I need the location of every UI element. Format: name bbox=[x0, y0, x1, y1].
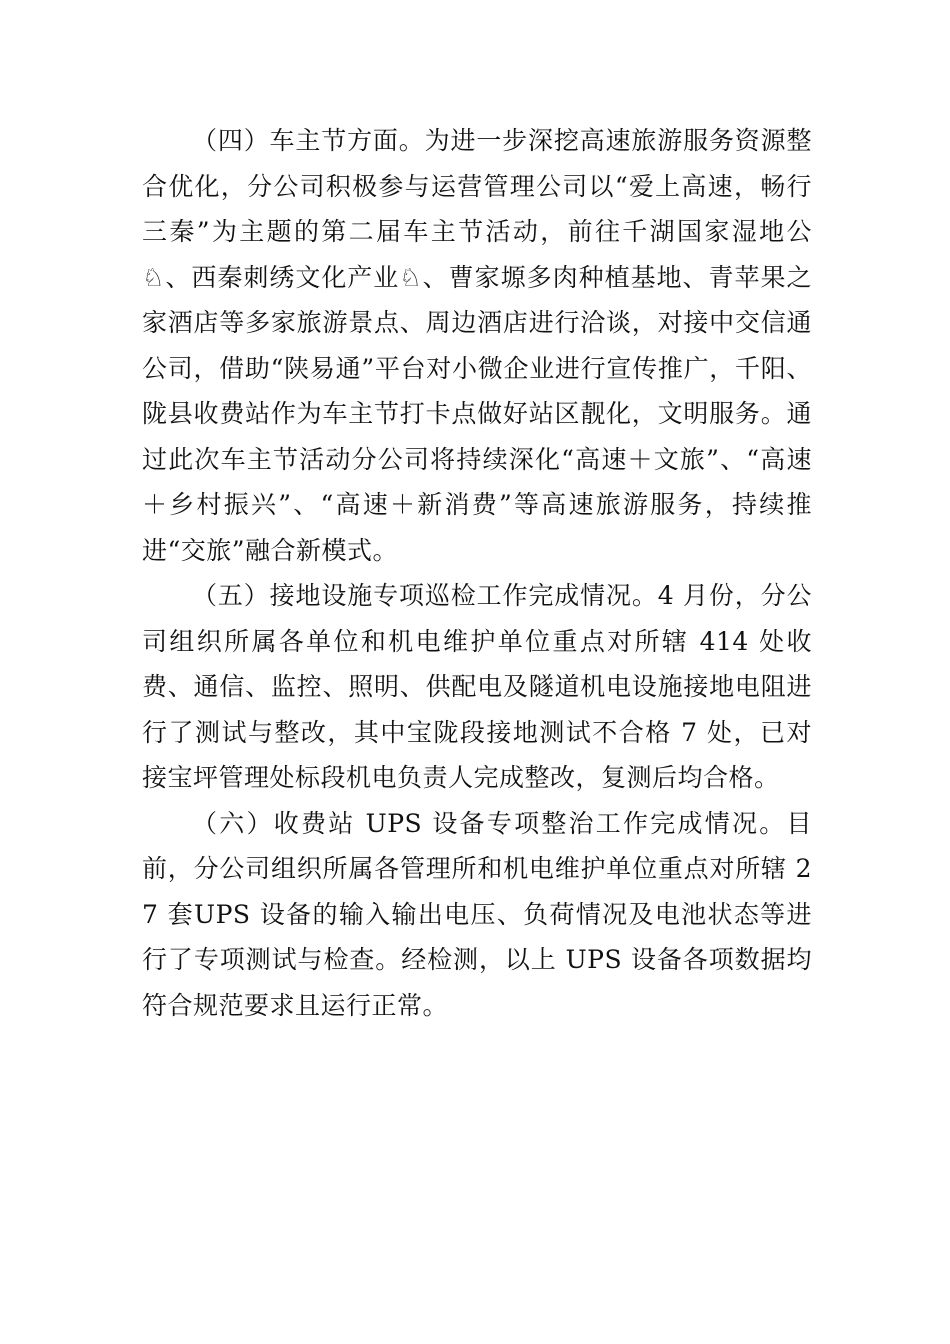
paragraph-ups-inspection: （六）收费站 UPS 设备专项整治工作完成情况。目前，分公司组织所属各管理所和机电维护单位重点对所辖 27 套UPS 设备的输入输出电压、负荷情况及电池状态等进行了专项测试与检查。经检测，以上 UPS 设备各项数据均符合规范要求且运行正常。 bbox=[142, 808, 812, 1020]
paragraph-car-owner-festival: （四）车主节方面。为进一步深挖高速旅游服务资源整合优化，分公司积极参与运营管理公司以“爱上高速，畅行三秦”为主题的第二届车主节活动，前往千湖国家湿地公♘、西秦刺绣文化产业♘、曹家塬多肉种植基地、青苹果之家酒店等多家旅游景点、周边酒店进行洽谈，对接中交信通公司，借助“陕易通”平台对小微企业进行宣传推广，千阳、陇县收费站作为车主节打卡点做好站区靓化，文明服务。通过此次车主节活动分公司将持续深化“高速＋文旅”、“高速＋乡村振兴”、“高速＋新消费”等高速旅游服务，持续推进“交旅”融合新模式。 bbox=[142, 126, 812, 565]
paragraph-grounding-inspection: （五）接地设施专项巡检工作完成情况。4 月份，分公司组织所属各单位和机电维护单位重点对所辖 414 处收费、通信、监控、照明、供配电及隧道机电设施接地电阻进行了测试与整改，其中宝陇段接地测试不合格 7 处，已对接宝坪管理处标段机电负责人完成整改，复测后均合格。 bbox=[142, 581, 812, 792]
document-body bbox=[142, 118, 812, 1028]
